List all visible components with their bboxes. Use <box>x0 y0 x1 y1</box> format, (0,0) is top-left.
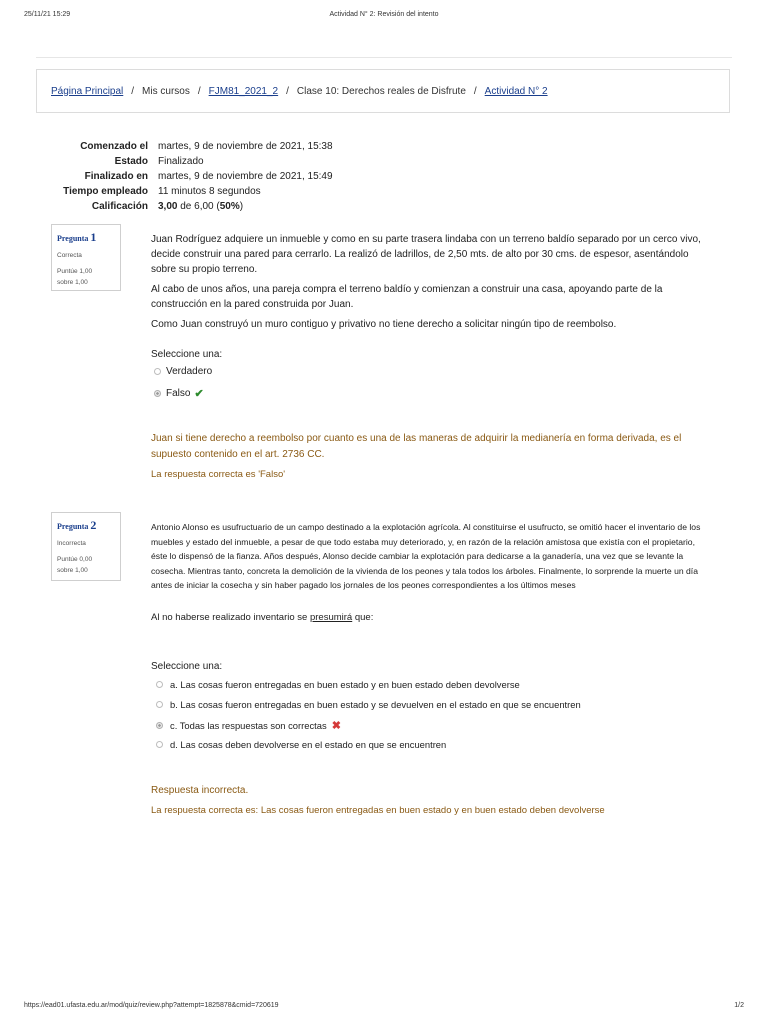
answer-label: a. Las cosas fueron entregadas en buen estado y en buen estado deben devolverse <box>170 679 520 690</box>
radio-button[interactable] <box>156 701 163 708</box>
state-label: Estado <box>114 156 148 167</box>
question-num: 1 <box>90 230 97 244</box>
question-word: Pregunta <box>57 522 89 531</box>
answer-option[interactable] <box>156 699 581 710</box>
radio-button-checked[interactable] <box>154 390 161 397</box>
print-datetime: 25/11/21 15:29 <box>24 11 71 18</box>
radio-button[interactable] <box>156 741 163 748</box>
radio-button[interactable] <box>154 368 161 375</box>
breadcrumb-separator: / <box>286 85 289 97</box>
question-number <box>57 518 115 533</box>
summary-row-grade <box>40 199 333 214</box>
breadcrumb-activity-link[interactable]: Actividad N° 2 <box>484 85 548 97</box>
header-divider <box>36 57 732 58</box>
question-text: Antonio Alonso es usufructuario de un campo destinado a la explotación agrícola. Al constituirse el usufructo, se omitió hacer el inventario de los muebles y estado del inmueble, a pesar de que todo estaba muy deteriorado, y, en razón de la relación amistosa que existía con el propietario, éste lo dispensó de la fianza. Años después, Alonso decide cambiar la explotación para dedicarse a la ganadería, una vez que se levante la cosecha. Mientras tanto, concreta la demolición de la vivienda de los peones y tala todos los árboles. Finalmente, lo sorprende la muerte un día antes de iniciar la cosecha y sin haber pagado los jornales de los peones correspondientes a los últimos meses <box>151 522 701 591</box>
state-value: Finalizado <box>158 156 204 167</box>
question-paragraph: Como Juan construyó un muro contiguo y privativo no tiene derecho a solicitar ningún tipo de reembolso. <box>151 319 617 330</box>
grade-value <box>158 201 243 212</box>
summary-row-state <box>40 154 333 169</box>
question-grade <box>57 555 115 576</box>
question-number <box>57 230 115 245</box>
summary-row-started <box>40 139 333 154</box>
answer-option[interactable] <box>156 739 446 750</box>
question-info-box <box>51 224 121 291</box>
answer-label: b. Las cosas fueron entregadas en buen estado y se devuelven en el estado en que se encuentren <box>170 699 581 710</box>
answer-option[interactable] <box>154 366 212 377</box>
answer-label: c. Todas las respuestas son correctas <box>170 720 327 731</box>
question-state: Incorrecta <box>57 540 86 547</box>
question-stem <box>151 612 373 623</box>
question-stem-post: que: <box>352 612 374 623</box>
grade-line-2: sobre 1,00 <box>57 278 88 286</box>
grade-line-2: sobre 1,00 <box>57 566 88 574</box>
summary-row-time <box>40 184 333 199</box>
breadcrumb-section: Clase 10: Derechos reales de Disfrute <box>296 85 466 97</box>
time-label: Tiempo empleado <box>63 186 148 197</box>
breadcrumb-course-link[interactable]: FJM81_2021_2 <box>208 85 279 97</box>
question-text <box>151 232 707 337</box>
grade-line-1: Puntúe 1,00 <box>57 268 93 275</box>
answer-option[interactable] <box>154 387 204 400</box>
summary-row-finished <box>40 169 333 184</box>
question-num: 2 <box>90 518 97 532</box>
finished-label: Finalizado en <box>84 171 148 182</box>
question-stem-underlined: presumirá <box>309 612 353 623</box>
breadcrumb-separator: / <box>473 85 477 97</box>
grade-label: Calificación <box>91 201 148 212</box>
answer-label: d. Las cosas deben devolverse en el estado en que se encuentren <box>170 739 447 750</box>
attempt-summary <box>40 139 333 214</box>
question-stem-pre: Al no haberse realizado inventario se <box>151 612 310 623</box>
grade-of: de 6,00 ( <box>177 201 220 212</box>
radio-button[interactable] <box>156 681 163 688</box>
grade-close: ) <box>239 201 244 212</box>
grade-percent: 50% <box>219 201 240 212</box>
finished-value: martes, 9 de noviembre de 2021, 15:49 <box>158 171 333 182</box>
right-answer: La respuesta correcta es 'Falso' <box>151 469 286 480</box>
question-grade <box>57 267 115 288</box>
specific-feedback: Respuesta incorrecta. <box>151 785 249 796</box>
answer-option[interactable] <box>156 679 520 690</box>
breadcrumb-home-link[interactable]: Página Principal <box>51 85 124 97</box>
grade-score: 3,00 <box>158 201 178 212</box>
right-answer: La respuesta correcta es: Las cosas fueron entregadas en buen estado y en buen estado deben devolverse <box>151 805 605 816</box>
breadcrumb-my-courses: Mis cursos <box>142 85 190 97</box>
grade-line-1: Puntúe 0,00 <box>57 556 93 563</box>
question-paragraph: Al cabo de unos años, una pareja compra el terreno baldío y comienzan a construir una casa, apoyando parte de la construcción en la pared construida por Juan. <box>151 284 663 310</box>
check-icon: ✔ <box>194 388 204 400</box>
print-url: https://ead01.ufasta.edu.ar/mod/quiz/review.php?attempt=1825878&cmid=720619 <box>24 1002 279 1009</box>
answer-label: Falso <box>166 388 191 399</box>
started-value: martes, 9 de noviembre de 2021, 15:38 <box>158 141 333 152</box>
breadcrumb-separator: / <box>131 85 135 97</box>
question-word: Pregunta <box>57 234 89 243</box>
breadcrumb-separator: / <box>197 85 201 97</box>
time-value: 11 minutos 8 segundos <box>158 186 261 197</box>
print-page-number: 1/2 <box>734 1002 744 1009</box>
question-paragraph: Juan Rodríguez adquiere un inmueble y como en su parte trasera lindaba con un terreno baldío separado por un cerco vivo, decide construir una pared para cerrarlo. La realizó de ladrillos, de 2,50 mts. de alto por 30 cms. de espesor, asentándolo sobre su propio terreno. <box>151 234 701 275</box>
answer-option[interactable] <box>156 719 341 732</box>
started-label: Comenzado el <box>80 141 148 152</box>
cross-icon: ✖ <box>331 720 341 732</box>
breadcrumb <box>36 69 730 113</box>
question-state: Correcta <box>57 252 82 259</box>
general-feedback: Juan si tiene derecho a reembolso por cuanto es una de las maneras de adquirir la medianería en forma derivada, es el supuesto contenido en el art. 2736 CC. <box>151 433 682 460</box>
print-title: Actividad N° 2: Revisión del intento <box>329 11 439 18</box>
select-prompt: Seleccione una: <box>151 661 223 672</box>
question-info-box <box>51 512 121 581</box>
radio-button-checked[interactable] <box>156 722 163 729</box>
select-prompt: Seleccione una: <box>151 349 223 360</box>
answer-label: Verdadero <box>166 366 213 377</box>
